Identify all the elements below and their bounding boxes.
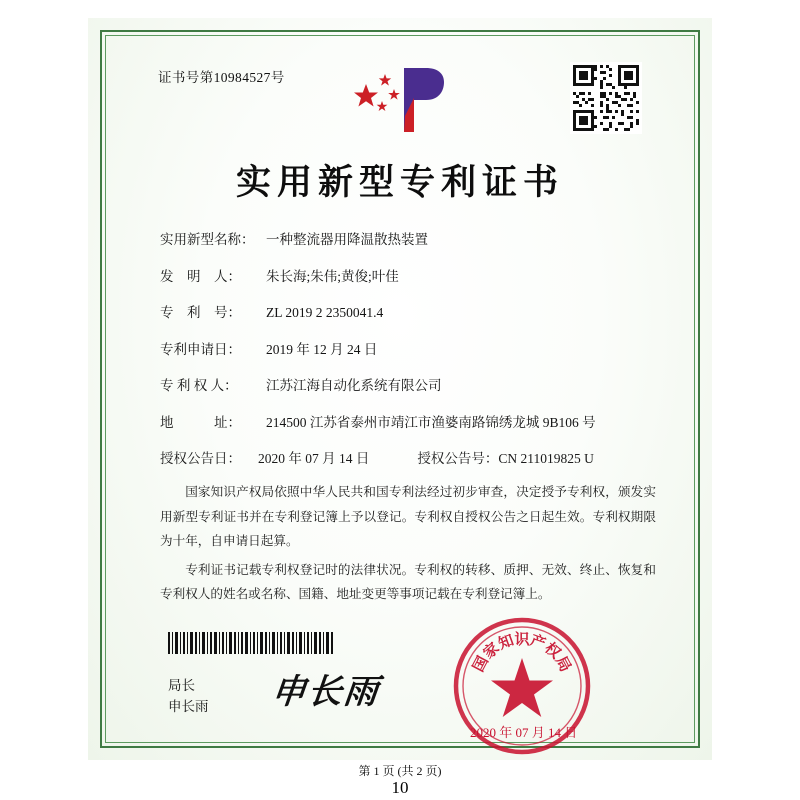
barcode-icon [168, 632, 334, 654]
page-title: 实用新型专利证书 [235, 163, 564, 203]
svg-text:国: 国 [469, 653, 492, 675]
field-value: 2019 年 12 月 24 日 [266, 341, 378, 357]
field-label: 发 明 人： [160, 268, 241, 284]
field-label: 地 址： [160, 414, 241, 430]
field-inventors [160, 265, 660, 285]
field-value: 一种整流器用降温散热装置 [266, 232, 428, 247]
field-label: 实用新型名称： [160, 232, 255, 247]
director-title: 局长 [168, 678, 195, 693]
field-grant-row [160, 447, 660, 467]
svg-text:局: 局 [552, 653, 575, 675]
grant-date-label: 授权公告日： [160, 451, 241, 466]
cnipa-logo-icon [352, 58, 448, 140]
field-value: 江苏江海自动化系统有限公司 [266, 378, 442, 393]
field-value: ZL 2019 2 2350041.4 [266, 305, 384, 320]
field-utility-model-name [160, 228, 660, 248]
field-label: 专利申请日： [160, 341, 241, 357]
svg-text:知: 知 [495, 630, 517, 653]
field-label: 专 利 权 人： [160, 378, 238, 393]
page-info: 第 1 页 (共 2 页) [358, 764, 442, 778]
corner-ornament-top-right [674, 30, 700, 56]
field-value: 214500 江苏省泰州市靖江市渔婆南路锦绣龙城 9B106 号 [266, 414, 596, 430]
field-address [160, 411, 660, 431]
field-list [160, 228, 660, 484]
field-patentee [160, 374, 660, 394]
svg-text:识: 识 [514, 630, 530, 648]
seal-date: 2020 年 07 月 14 日 [470, 725, 578, 740]
field-application-date [160, 338, 660, 358]
qr-code-icon [570, 62, 642, 134]
grant-number-label: 授权公告号： [417, 451, 499, 466]
svg-text:产: 产 [527, 630, 549, 653]
field-label: 专 利 号： [160, 305, 241, 320]
handwritten-signature: 申长雨 [269, 672, 382, 712]
director-name: 申长雨 [168, 698, 209, 714]
field-patent-number [160, 301, 660, 321]
signature-block [168, 676, 209, 718]
svg-text:权: 权 [541, 638, 565, 663]
corner-ornament-bottom-left [100, 722, 126, 748]
grant-number-value: CN 211019825 U [498, 451, 594, 466]
page-number: 10 [391, 778, 409, 797]
svg-text:家: 家 [479, 638, 503, 663]
legal-paragraph-2: 专利证书记载专利权登记时的法律状况。专利权的转移、质押、无效、终止、恢复和专利权人的姓名或名称、国籍、地址变更等事项记载在专利登记簿上。 [160, 562, 656, 602]
grant-date-value: 2020 年 07 月 14 日 [258, 451, 370, 466]
legal-text [160, 480, 656, 611]
corner-ornament-top-left [100, 30, 126, 56]
certificate-number: 证书号第10984527号 [158, 70, 285, 85]
legal-paragraph-1: 国家知识产权局依照中华人民共和国专利法经过初步审查，决定授予专利权，颁发实用新型专利证书并在专利登记簿上予以登记。专利权自授权公告之日起生效。专利权期限为十年，自申请日起算。 [160, 485, 656, 549]
field-value: 朱长海;朱伟;黄俊;叶佳 [266, 268, 399, 284]
corner-ornament-bottom-right [674, 722, 700, 748]
grant-number-group [417, 447, 594, 467]
